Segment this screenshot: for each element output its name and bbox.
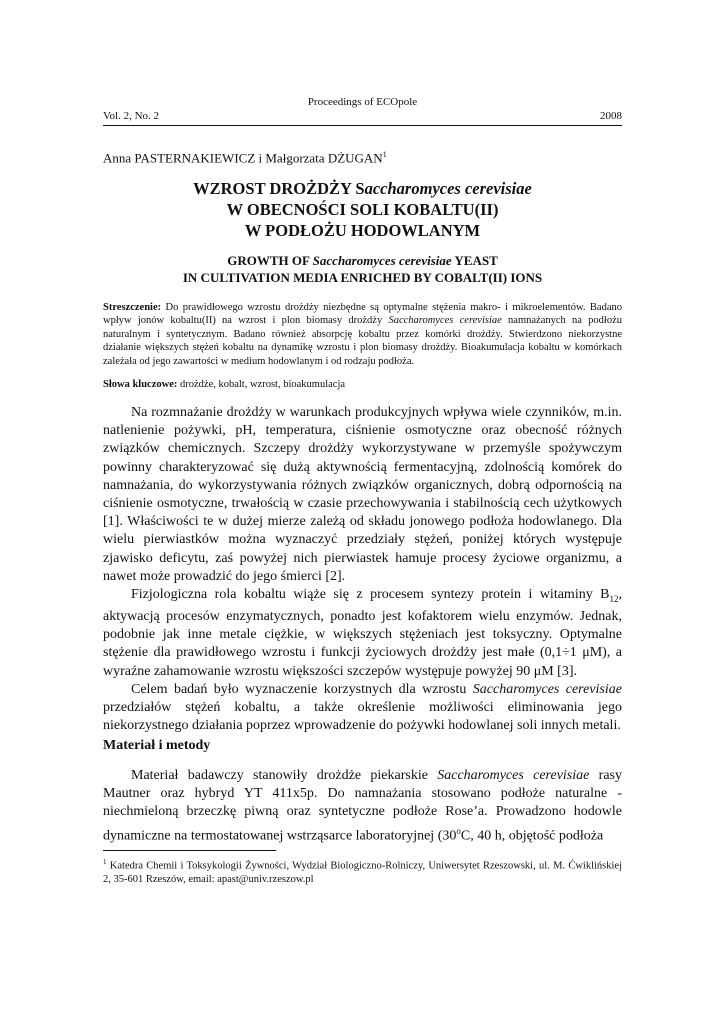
p2-text-b: , aktywacją procesów enzymatycznych, ponadto jest kofaktorem wielu enzymów. Jednak, podobnie jak inne metale ciężkie, w większych stężeniach jest toksyczny. Optymalne stężenie dla prawidłowego wzrostu i funkcji życiowych drożdży jest małe (0,1÷1 μM), a wyraźne zahamowanie wzrostu większości szczepów występuje powyżej 90 μM [3]. [103,587,622,679]
title-en-line1-pre: GROWTH OF [227,253,313,268]
abstract-label: Streszczenie: [103,302,162,313]
methods-degree-sup: o [456,825,461,836]
footnote-mark: 1 [103,858,107,866]
p2-text-a: Fizjologiczna rola kobaltu wiąże się z procesem syntezy protein i witaminy B [131,587,610,603]
keywords-label: Słowa kluczowe: [103,379,178,390]
title-en-line1-post: YEAST [451,253,498,268]
title-en-species: Saccharomyces cerevisiae [312,253,452,268]
body-methods [103,767,622,845]
abstract-text-1: Do prawidłowego wzrostu drożdży niezbędne są optymalne stężenia makro- i mikroelementów. Badano wpływ jonów kobaltu(II) na wzrost i plon biomasy drożdży [103,302,622,327]
footnote-text: Katedra Chemii i Toksykologii Żywności, Wydział Biologiczno-Rolniczy, Uniwersytet Rzeszowski, ul. M. Ćwiklińskiej 2, 35-601 Rzeszów, email: apast@univ.rzeszow.pl [103,860,622,885]
keywords-text: drożdże, kobalt, wzrost, bioakumulacja [177,379,346,390]
title-english [103,252,622,286]
title-pl-species: accharomyces cerevisiae [364,179,532,198]
methods-text-a: Materiał badawczy stanowiły drożdże piekarskie [131,768,438,783]
abstract-species: Saccharomyces cerevisiae [388,315,502,327]
title-pl-line1 [103,178,622,199]
title-pl-line1-text: WZROST DROŻDŻY S [193,179,365,198]
p3-species: Saccharomyces cerevisiae [472,681,622,697]
body-intro [103,404,622,735]
running-header [103,110,622,122]
author-names: Anna PASTERNAKIEWICZ i Małgorzata DŻUGAN [103,150,383,166]
title-polish [103,178,622,241]
body-paragraph-3 [103,681,622,736]
authors [103,150,387,166]
journal-name: Proceedings of ECOpole [307,96,418,108]
title-pl-line3: W PODŁOŻU HODOWLANYM [244,221,481,240]
abstract-text-2: namnażanych na podłożu naturalnym i syntetycznym. Badano również absorpcję kobaltu przez komórki drożdży. Stwierdzono niekorzystne działanie większych stężeń kobaltu na dynamikę wzrostu i plon biomasy drożdży. Bioakumulacja kobaltu w komórkach zależała od jego zawartości w medium hodowlanym i od rodzaju podłoża. [103,315,623,367]
body-paragraph-1: Na rozmnażanie drożdży w warunkach produkcyjnych wpływa wiele czynników, m.in. natlenienie pożywki, pH, temperatura, ciśnienie osmotyczne oraz obecność różnych związków chemicznych. Szczepy drożdży wykorzystywane w przemyśle spożywczym powinny charakteryzować się dużą aktywnością fermentacyjną, zdolnością komórek do namnażania, do wykorzystywania różnych związków organicznych, dobrą odpornością na ciśnienie osmotyczne, trwałością w czasie przechowywania i stabilnością cech użytkowych [1]. Właściwości te w dużej mierze zależą od składu jonowego podłoża hodowlanego. Dla wielu pierwiastków można wyznaczyć przedziały stężeń, poniżej których występuje zjawisko deficytu, zaś powyżej nich pierwiastek hamuje procesy życiowe organizmu, a nawet może prowadzić do jego śmierci [2]. [103,405,622,584]
header-rule [103,125,622,126]
title-en-line2: IN CULTIVATION MEDIA ENRICHED BY COBALT(II) IONS [182,270,543,285]
author-footnote-mark: 1 [382,150,387,159]
footnote [103,856,622,887]
methods-paragraph-1 [103,767,622,845]
methods-text-c: C, 40 h, objętość podłoża [460,828,604,844]
p3-text-b: przedziałów stężeń kobaltu, a także określenie możliwości eliminowania jego niekorzystnego działania poprzez wprowadzenie do pożywki hodowlanej soli innych metali. [103,700,622,734]
keywords [103,379,622,390]
year-label: 2008 [600,110,622,122]
footnote-rule [103,850,276,851]
body-paragraph-2 [103,586,622,681]
p3-text-a: Celem badań było wyznaczenie korzystnych dla wzrostu [131,681,473,697]
title-pl-line2: W OBECNOŚCI SOLI KOBALTU(II) [226,200,499,219]
volume-label: Vol. 2, No. 2 [103,110,160,122]
p2-subscript: 12 [609,593,619,604]
methods-text-b: rasy Mautner oraz hybryd YT 411x5p. Do namnażania stosowano podłoże naturalne - niechmieloną brzeczkę piwną oraz syntetyczne podłoże Rose’a. Prowadzono hodowle dynamiczne na termostatowanej wstrząsarce laboratoryjnej (30 [103,768,622,844]
abstract [103,301,622,368]
section-heading: Materiał i metody [103,738,211,753]
methods-species: Saccharomyces cerevisiae [437,768,590,783]
title-en-line1 [103,252,622,269]
